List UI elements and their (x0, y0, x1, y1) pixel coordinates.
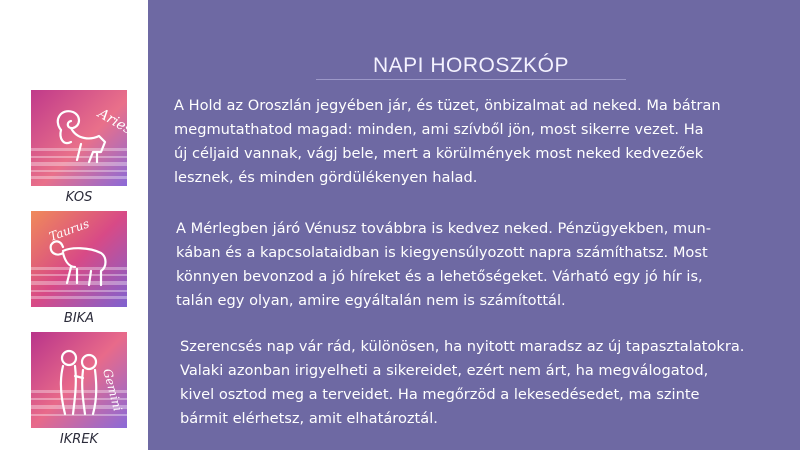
svg-text:Aries: Aries (95, 105, 135, 138)
horoscope-text-gemini: Szerencsés nap vár rád, különösen, ha nyitott maradsz az új tapasztalatokra. Valaki azonban irigyelheti a sikereidet, ezért nem árt, ha megválogatod, kivel osztod meg a terveidet. Ha megőrzöd a lekesedésedet, ma szinte bármit elérhetsz, amit elhatároztál. (180, 338, 745, 427)
svg-text:Taurus: Taurus (47, 216, 92, 244)
sign-label-aries: KOS (65, 190, 93, 205)
title-divider (316, 79, 626, 80)
sign-label-gemini: IKREK (59, 432, 99, 447)
aries-medal (31, 90, 135, 186)
gemini-medal-art (31, 332, 127, 428)
aries-medal-art (31, 90, 135, 186)
taurus-medal-art (31, 211, 127, 307)
page-title: NAPI HOROSZKÓP (372, 54, 570, 77)
svg-text:Gemini: Gemini (100, 367, 125, 413)
sidebar (0, 0, 148, 450)
horoscope-text-aries: A Hold az Oroszlán jegyében jár, és tüzet, önbizalmat ad neked. Ma bátran megmutathatod magad: minden, ami szívből jön, most sikerre vezet. Ha új céljaid vannak, vágj bele, mert a körülmények most neked kedvezőek lesznek, és minden gördülékenyen halad. (174, 97, 721, 186)
sign-label-taurus: BIKA (63, 311, 95, 326)
taurus-medal (31, 211, 127, 307)
gemini-medal (31, 332, 127, 428)
sign-taurus (31, 211, 127, 326)
horoscope-text-taurus: A Mérlegben járó Vénusz továbbra is kedvez neked. Pénzügyekben, mun- kában és a kapcsolataidban is kiegyensúlyozott napra számíthatsz. Most könnyen bevonzod a jó híreket és a lehetőségeket. Várható egy jó hír is, talán egy olyan, amire egyáltalán nem is számítottál. (176, 220, 711, 309)
sign-aries (31, 90, 135, 205)
sign-gemini (31, 332, 127, 447)
